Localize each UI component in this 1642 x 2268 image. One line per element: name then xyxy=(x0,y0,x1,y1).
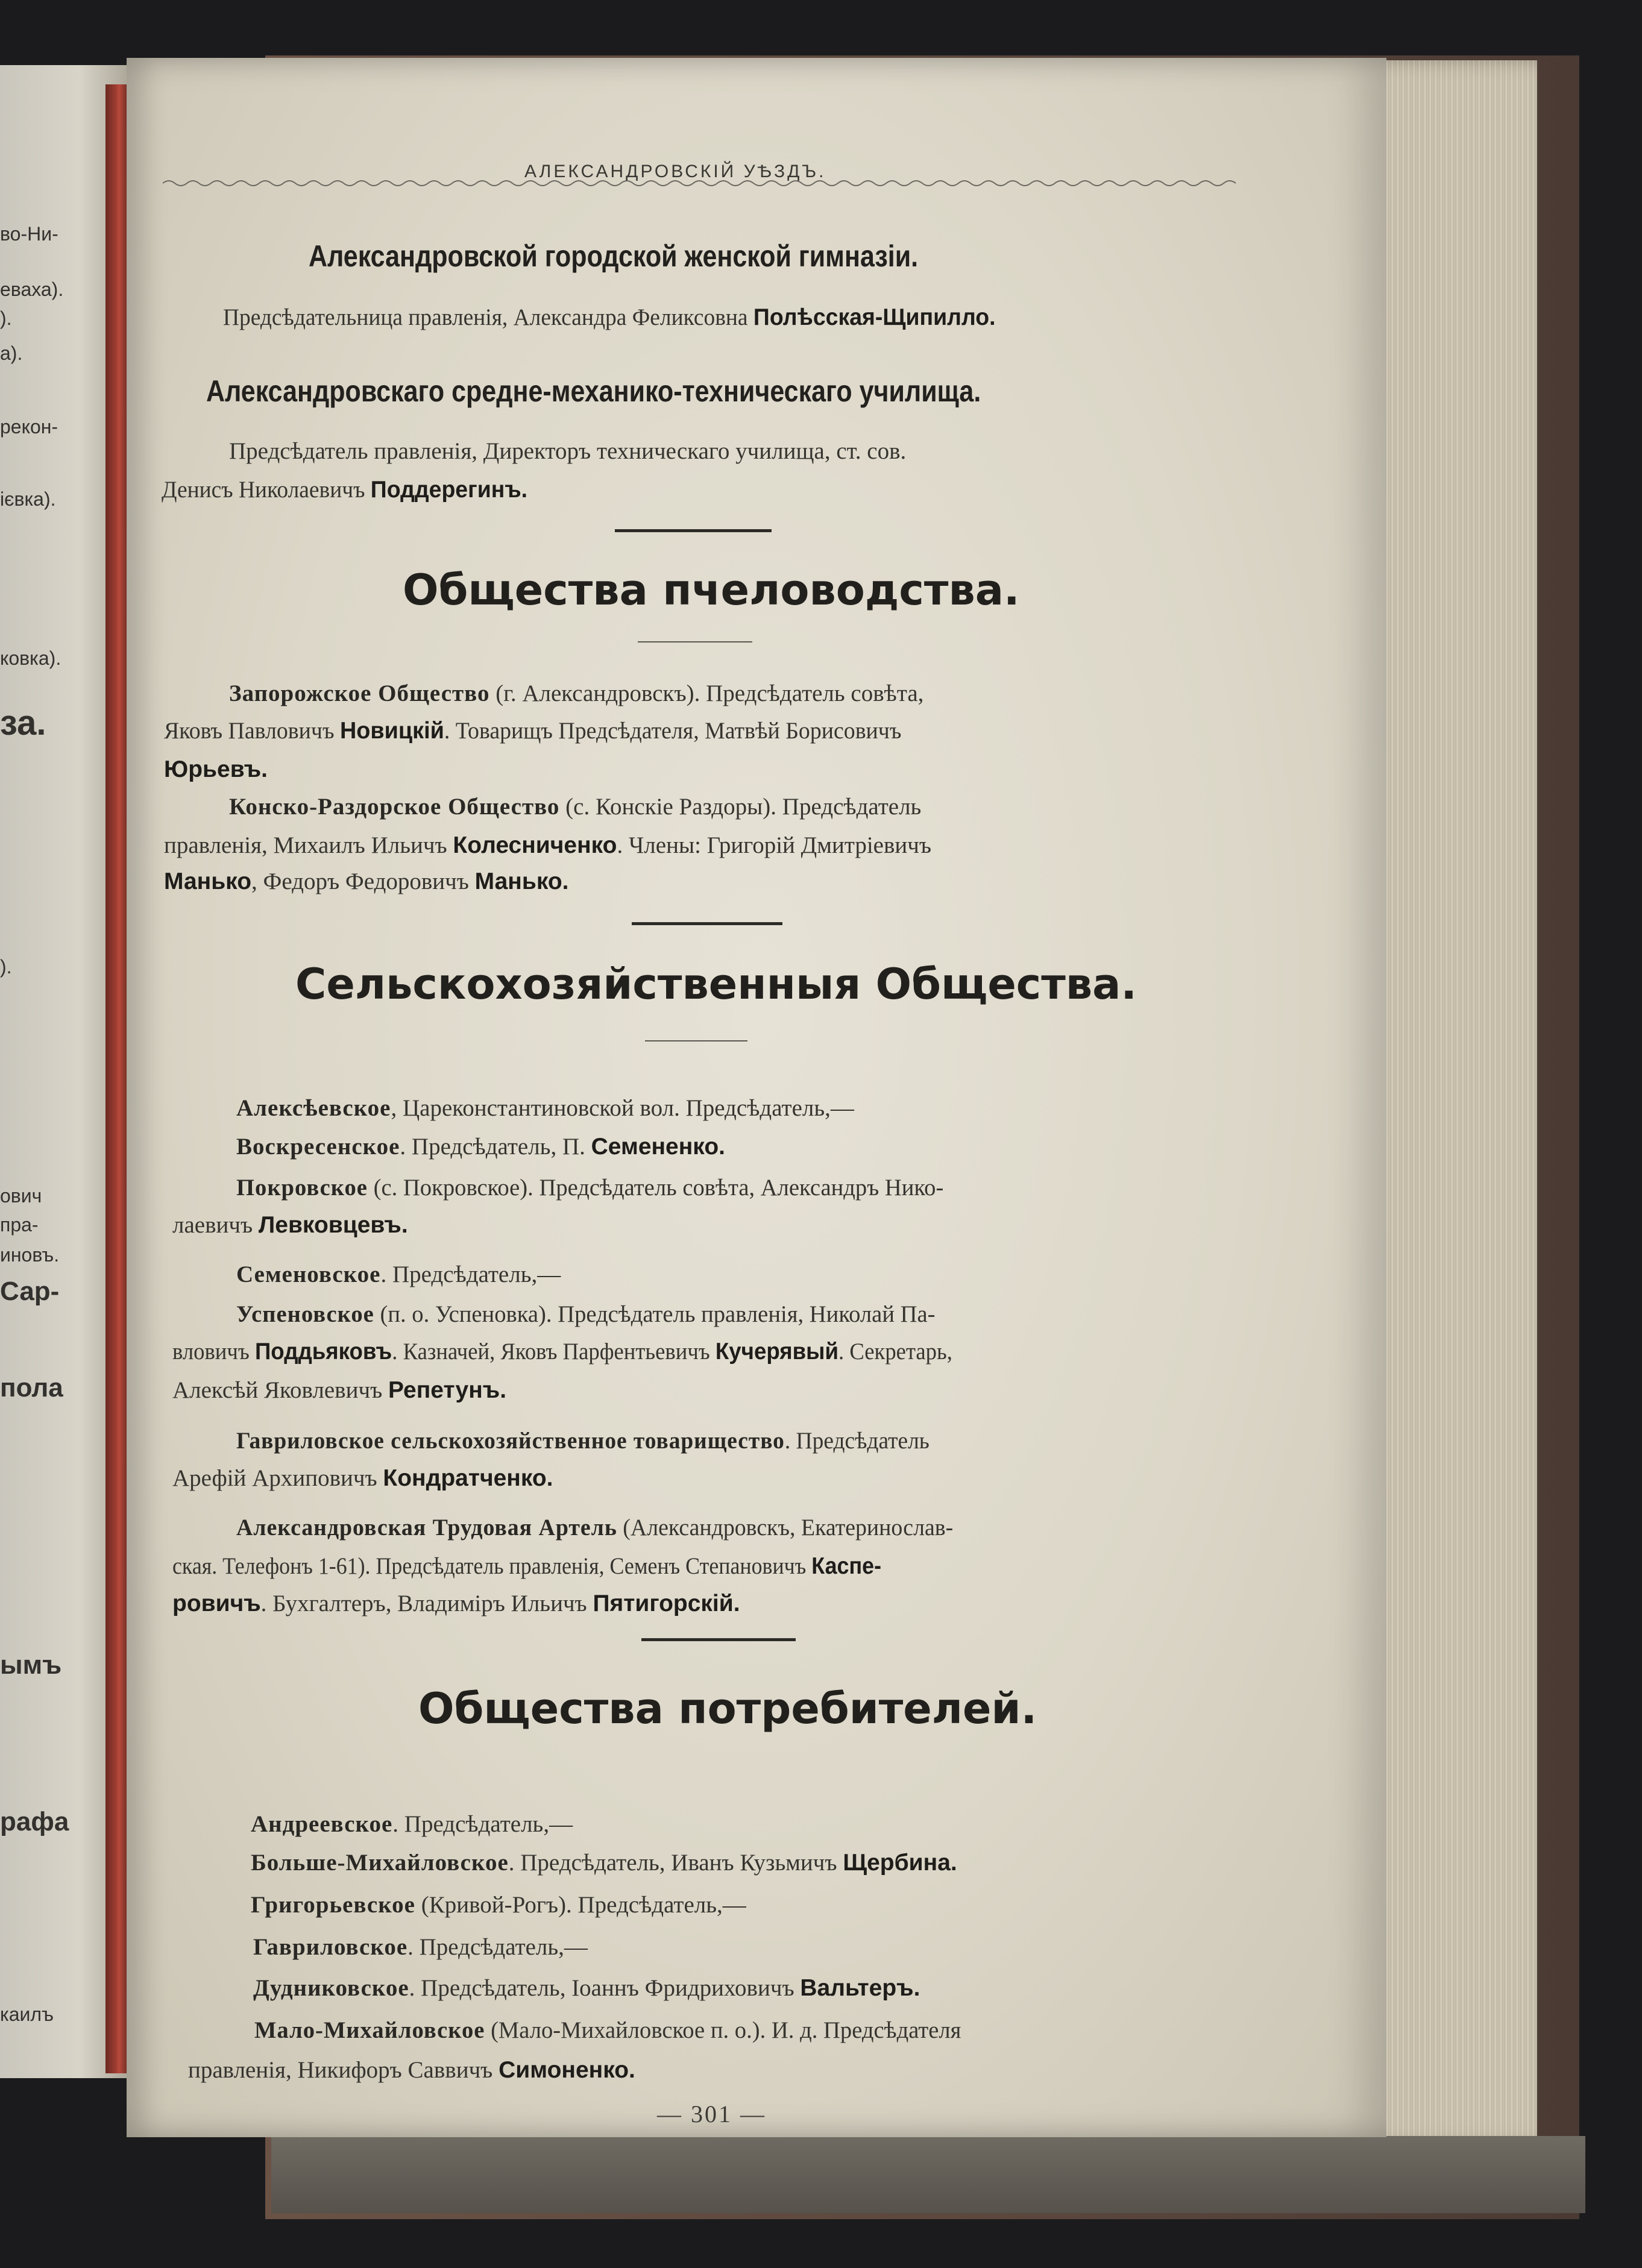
agri-name-semenenko: Семененко. xyxy=(591,1134,725,1160)
cons-org-dudnikovskoe: Дудниковское xyxy=(253,1975,409,2001)
agri-entry-6-text-2: Арефій Архиповичъ xyxy=(172,1465,383,1491)
consumer-heading: Общества потребителей. xyxy=(418,1684,1037,1733)
agri-name-pyatigorsky: Пятигорскій. xyxy=(593,1591,740,1616)
agri-entry-5-text-2: вловичъ xyxy=(172,1339,255,1365)
bee-name-kolesnichenko: Колесниченко xyxy=(453,832,617,858)
bee-entry-1-line3 xyxy=(164,756,268,783)
bee-entry-2-text: (с. Конскіе Раздоры). Предсѣдатель xyxy=(559,794,922,820)
cons-entry-6-line1 xyxy=(254,2017,961,2044)
agri-entry-5-text: (п. о. Успеновка). Предсѣдатель правленія, Николай Па- xyxy=(374,1301,936,1327)
cons-org-malo-mikhailovskoe: Мало-Михайловское xyxy=(254,2017,485,2043)
agri-entry-7-line2 xyxy=(172,1553,881,1580)
cons-entry-4-text: . Предсѣдатель,— xyxy=(407,1934,588,1960)
section-rule xyxy=(632,922,782,925)
bee-entry-2-text-4: , Федоръ Федоровичъ xyxy=(251,869,475,894)
agri-entry-3-text-2: лаевичъ xyxy=(172,1212,259,1238)
left-fragment: иновъ. xyxy=(0,1244,60,1266)
gymnasium-chair-text: Предсѣдательница правленія, Александра Феликсовна xyxy=(223,304,753,330)
bee-entry-2-line3 xyxy=(164,868,569,895)
agri-entry-1-text: , Цареконстантиновской вол. Предсѣдатель,— xyxy=(391,1095,854,1121)
agri-name-kucheryavy: Кучерявый xyxy=(715,1339,839,1365)
cons-entry-2-text: . Предсѣдатель, Иванъ Кузьмичъ xyxy=(508,1850,843,1876)
gymnasium-title: Александровской городской женской гимназіи. xyxy=(309,239,919,273)
agri-entry-3-line2 xyxy=(172,1211,408,1239)
agri-name-repetun: Репетунъ. xyxy=(388,1377,507,1403)
gymnasium-chair-name: Полѣсская-Щипилло. xyxy=(753,304,996,330)
bee-name-novitsky: Новицкій xyxy=(339,718,444,744)
left-fragment: во-Ни- xyxy=(0,223,58,245)
school-chair-name: Поддерегинъ. xyxy=(370,477,528,503)
bee-org-zaporozhskoe: Запорожское Общество xyxy=(229,680,490,706)
cons-org-grigorievskoe: Григорьевское xyxy=(251,1892,415,1918)
cons-entry-4 xyxy=(253,1933,588,1961)
agri-org-semenovskoe: Семеновское xyxy=(236,1261,381,1287)
bee-org-konsko-razdorskoe: Конско-Раздорское Общество xyxy=(229,794,560,820)
bee-entry-2-line1 xyxy=(229,793,921,820)
cons-name-shcherbina: Щербина. xyxy=(843,1850,957,1876)
cons-name-valter: Вальтеръ. xyxy=(800,1975,920,2001)
page-number: — 301 — xyxy=(657,2100,766,2128)
agri-entry-7-text-3: . Бухгалтеръ, Владиміръ Ильичъ xyxy=(260,1591,593,1616)
agri-org-alekseevskoe: Алексѣевское xyxy=(236,1095,391,1121)
agri-entry-7-line1 xyxy=(236,1514,953,1541)
cons-entry-5-text: . Предсѣдатель, Іоаннъ Фридриховичъ xyxy=(409,1975,801,2001)
agri-entry-1 xyxy=(236,1095,854,1122)
agri-entry-5-line2 xyxy=(172,1338,952,1365)
left-fragment: ковка). xyxy=(0,647,61,669)
bee-entry-1-text-3: . Товарищъ Предсѣдателя, Матвѣй Борисовичъ xyxy=(444,718,902,744)
agri-entry-7-line3 xyxy=(172,1590,740,1617)
agri-entry-2-text: . Предсѣдатель, П. xyxy=(400,1134,591,1160)
bee-entry-1-line1 xyxy=(229,680,923,707)
school-chair-line1: Предсѣдатель правленія, Директоръ техническаго училища, ст. сов. xyxy=(229,438,907,464)
agri-entry-6-line2 xyxy=(172,1465,553,1492)
left-fragment: каилъ xyxy=(0,2003,54,2025)
cons-entry-3-text: (Кривой-Рогъ). Предсѣдатель,— xyxy=(415,1892,746,1918)
left-fragment: ). xyxy=(0,307,12,329)
cons-entry-3 xyxy=(251,1891,746,1918)
agri-entry-2 xyxy=(236,1133,725,1160)
agri-org-trudovaya-artel: Александровская Трудовая Артель xyxy=(236,1515,617,1541)
left-fragment: пола xyxy=(0,1373,63,1403)
cons-entry-6-line2 xyxy=(188,2056,635,2084)
section-rule xyxy=(615,529,772,532)
bee-entry-1-text-2: Яковъ Павловичъ xyxy=(164,718,340,744)
heading-underline xyxy=(638,641,752,642)
left-fragment: ович xyxy=(0,1185,42,1207)
bee-name-yuriev: Юрьевъ. xyxy=(164,756,268,782)
left-fragment: рекон- xyxy=(0,416,58,438)
agri-entry-5-text-5: Алексѣй Яковлевичъ xyxy=(172,1377,388,1403)
agri-org-pokrovskoe: Покровское xyxy=(236,1175,368,1201)
wavy-rule xyxy=(163,175,1242,189)
agri-org-gavrilovskoe-tovarishchestvo: Гавриловское сельскохозяйственное товарищество xyxy=(236,1428,785,1454)
cons-org-andreevskoe: Андреевское xyxy=(251,1811,393,1837)
school-title: Александровскаго средне-механико-техническаго училища. xyxy=(206,374,981,408)
cons-entry-1 xyxy=(251,1811,573,1838)
school-chair-text: Денисъ Николаевичъ xyxy=(162,477,371,503)
agri-entry-4-text: . Предсѣдатель,— xyxy=(380,1261,561,1287)
bee-name-manko-2: Манько. xyxy=(474,869,569,894)
running-head: АЛЕКСАНДРОВСКІЙ УѢЗДЪ. xyxy=(524,162,826,181)
left-fragment: ымъ xyxy=(0,1650,62,1680)
bee-entry-2-line2 xyxy=(164,832,931,859)
section-rule xyxy=(641,1638,796,1641)
bee-entry-2-text-3: . Члены: Григорій Дмитріевичъ xyxy=(617,832,932,858)
heading-underline xyxy=(645,1040,747,1041)
agri-name-levkovtsev: Левковцевъ. xyxy=(258,1212,408,1238)
gymnasium-chair xyxy=(223,304,996,331)
beekeeping-heading: Общества пчеловодства. xyxy=(403,565,1020,615)
bee-entry-2-text-2: правленія, Михаилъ Ильичъ xyxy=(164,832,453,858)
agri-entry-6-text: . Предсѣдатель xyxy=(784,1428,930,1454)
cons-org-bolshe-mikhailovskoe: Больше-Михайловское xyxy=(251,1850,509,1876)
left-fragment: за. xyxy=(0,703,46,743)
agri-name-poddyakov: Поддьяковъ xyxy=(254,1339,392,1365)
book-spine-red xyxy=(105,84,128,2073)
agri-name-kondratchenko: Кондратченко. xyxy=(383,1465,553,1491)
agri-org-uspenovskoe: Успеновское xyxy=(236,1301,374,1327)
agri-name-kasperovich: Каспе- xyxy=(811,1553,882,1579)
cons-entry-2 xyxy=(251,1849,957,1876)
bee-name-manko-1: Манько xyxy=(164,869,252,894)
left-fragment: ). xyxy=(0,956,12,978)
left-fragment: а). xyxy=(0,342,23,364)
agricultural-heading: Сельскохозяйственныя Общества. xyxy=(295,960,1137,1009)
bee-entry-1-text: (г. Александровскъ). Предсѣдатель совѣта, xyxy=(489,680,924,706)
cons-org-gavrilovskoe: Гавриловское xyxy=(253,1934,408,1960)
left-fragment: Сар- xyxy=(0,1277,60,1306)
left-fragment: пра- xyxy=(0,1214,39,1236)
cons-name-simonenko: Симоненко. xyxy=(499,2057,635,2083)
agri-entry-5-text-4: . Секретарь, xyxy=(838,1339,952,1365)
agri-entry-5-text-3: . Казначей, Яковъ Парфентьевичъ xyxy=(392,1339,716,1365)
agri-entry-4 xyxy=(236,1261,561,1288)
agri-entry-7-text: (Александровскъ, Екатеринослав- xyxy=(617,1515,954,1541)
left-fragment: еваха). xyxy=(0,278,64,300)
agri-entry-6-line1 xyxy=(236,1427,930,1454)
cons-entry-6-text: (Мало-Михайловское п. о.). И. д. Предсѣдателя xyxy=(485,2017,961,2043)
agri-name-kasperovich-cont: ровичъ xyxy=(172,1591,261,1616)
agri-entry-3-text: (с. Покровское). Предсѣдатель совѣта, Александръ Нико- xyxy=(367,1175,944,1201)
bee-entry-1-line2 xyxy=(164,717,901,744)
agri-entry-5-line3 xyxy=(172,1377,506,1404)
cons-entry-6-text-2: правленія, Никифоръ Саввичъ xyxy=(188,2057,499,2083)
book-bottom-edge xyxy=(271,2136,1585,2213)
agri-entry-3-line1 xyxy=(236,1174,943,1201)
left-fragment: рафа xyxy=(0,1807,69,1836)
left-fragment: ієвка). xyxy=(0,488,56,510)
school-chair-line2 xyxy=(162,476,527,503)
cons-entry-5 xyxy=(253,1974,920,2002)
cons-entry-1-text: . Предсѣдатель,— xyxy=(392,1811,573,1837)
agri-org-voskresenskoe: Воскресенское xyxy=(236,1134,400,1160)
agri-entry-5-line1 xyxy=(236,1301,936,1328)
agri-entry-7-text-2: ская. Телефонъ 1-61). Предсѣдатель правленія, Семенъ Степановичъ xyxy=(172,1553,812,1579)
